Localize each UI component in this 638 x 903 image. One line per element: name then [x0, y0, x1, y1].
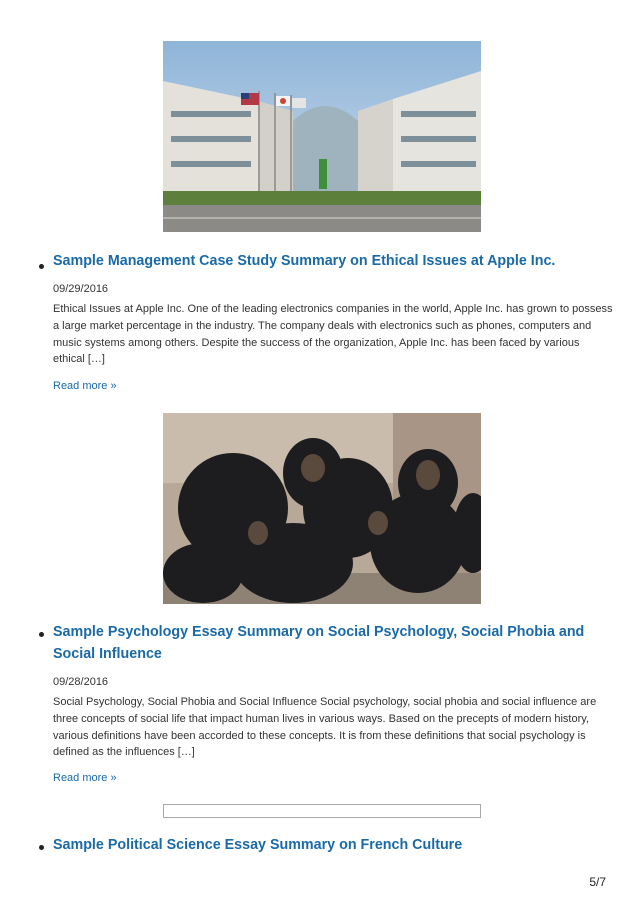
list-bullet — [39, 845, 44, 850]
list-bullet — [39, 264, 44, 269]
post-image-chimpanzees — [163, 413, 481, 604]
post-excerpt: Social Psychology, Social Phobia and Social Influence Social psychology, social phobia and social influence are three concepts of social life that impact human lives in various ways. Based on the precepts of modern history, various definitions have been accorded to these concepts. It is from these definitions that social psychology is defined as the influences […] — [53, 696, 597, 759]
post-date: 09/29/2016 — [53, 283, 109, 295]
page-number: 5/7 — [589, 875, 606, 889]
read-more-link[interactable]: Read more » — [53, 772, 117, 784]
post-date: 09/28/2016 — [53, 676, 109, 688]
post-title-link[interactable]: Sample Management Case Study Summary on Ethical Issues at Apple Inc. — [53, 253, 556, 269]
list-bullet — [39, 632, 44, 637]
post-title-link[interactable]: Sample Psychology Essay Summary on Social Psychology, Social Phobia and Social Influence — [53, 624, 585, 662]
read-more-link[interactable]: Read more » — [53, 380, 117, 392]
post-image-placeholder — [163, 804, 481, 818]
post-excerpt: Ethical Issues at Apple Inc. One of the leading electronics companies in the world, Apple Inc. has grown to possess a large market percentage in the industry. The company deals with electronics such as phones, computers and music systems among others. Despite the success of the organization, Apple Inc. has been faced by various ethical […] — [53, 303, 613, 366]
post-image-apple-campus — [163, 41, 481, 232]
post-title-link[interactable]: Sample Political Science Essay Summary on French Culture — [53, 837, 463, 853]
